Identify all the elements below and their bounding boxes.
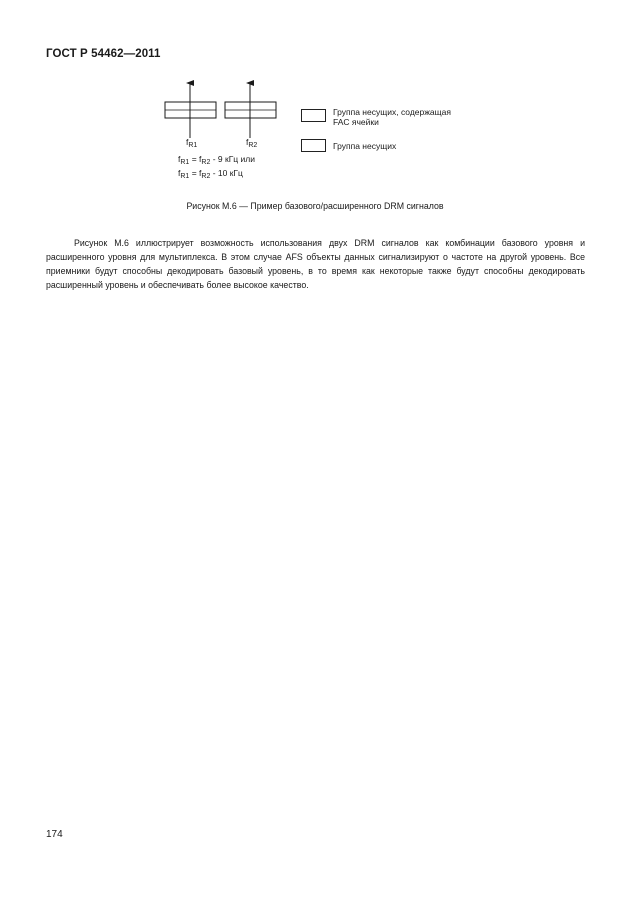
freq-label-r1-base: f [186,137,189,147]
formula1-b-sub: R2 [201,159,211,166]
freq-label-r2-base: f [246,137,249,147]
freq-label-r2-sub: R2 [248,142,258,149]
legend-fac-label-line1: Группа несущих, содержащая [333,107,451,117]
freq-label-r1-sub: R1 [188,142,198,149]
freq-label-r1 [186,137,197,151]
formula1-a-sub: R1 [180,159,190,166]
page-number: 174 [46,829,63,840]
formula1-b: f [199,154,202,164]
formula1-eq: = [189,154,200,164]
formula-line-1 [178,154,255,168]
legend-group-box [301,139,326,152]
formula2-a-sub: R1 [180,173,190,180]
legend-fac-label [333,107,451,127]
formula2-rest: - 10 кГц [210,168,243,178]
formula2-eq: = [189,168,200,178]
formula2-b-sub: R2 [201,173,211,180]
formula1-a: f [178,154,181,164]
body-paragraph: Рисунок М.6 иллюстрирует возможность использования двух DRM сигналов как комбинации базового уровня и расширенного уровня для мультиплекса. В этом случае AFS объекты данных сигнализируют о частоте на другой уровень. Все приемники будут способны декодировать базовый уровень, в то время как некоторые также будут способны декодировать расширенный уровень и обеспечивать более высокое качество. [46,238,585,290]
legend-group-label: Группа несущих [333,141,397,151]
freq-label-r2 [246,137,257,151]
legend-fac-label-line2: FAC ячейки [333,117,379,127]
formula-line-2 [178,168,243,182]
legend-fac-box [301,109,326,122]
formula2-a: f [178,168,181,178]
document-header: ГОСТ Р 54462—2011 [46,48,161,60]
figure-caption: Рисунок М.6 — Пример базового/расширенного DRM сигналов [186,201,444,211]
figure-diagram [0,0,630,200]
formula1-rest: - 9 кГц или [210,154,255,164]
figure-m6 [0,0,630,220]
formula2-b: f [199,168,202,178]
